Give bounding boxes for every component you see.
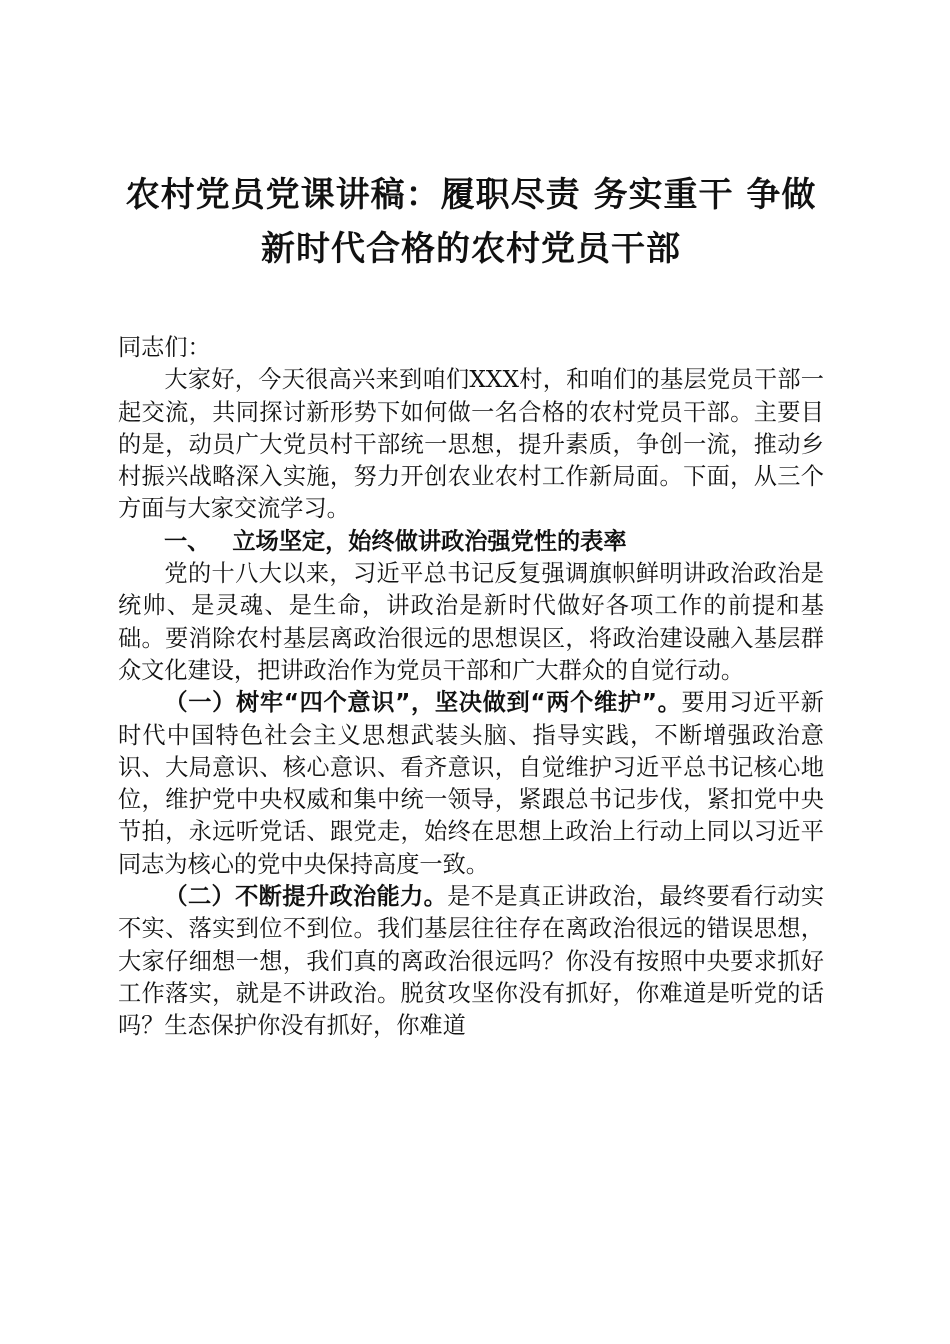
section-heading-1 <box>118 526 824 558</box>
subsection-2-paragraph <box>118 881 824 1042</box>
document-page <box>118 168 824 1043</box>
salutation: 同志们： <box>118 334 211 361</box>
subsection-1-text: 要用习近平新时代中国特色社会主义思想武装头脑、指导实践，不断增强政治意识、大局意识、核心意识、看齐意识，自觉维护习近平总书记核心地位，维护党中央权威和集中统一领导，紧跟总书记步伐，紧扣党中央节拍，永远听党话、跟党走，始终在思想上政治上行动上同以习近平同志为核心的党中央保持高度一致。 <box>118 689 824 878</box>
title-line-2: 新时代合格的农村党员干部 <box>261 229 681 269</box>
section-title: 立场坚定，始终做讲政治强党性的表率 <box>232 527 627 555</box>
section-number: 一、 <box>164 527 211 555</box>
title-line-1: 农村党员党课讲稿：履职尽责 务实重干 争做 <box>125 175 817 215</box>
section1-paragraph: 党的十八大以来，习近平总书记反复强调旗帜鲜明讲政治政治是统帅、是灵魂、是生命，讲政治是新时代做好各项工作的前提和基础。要消除农村基层离政治很远的思想误区，将政治建设融入基层群众文化建设，把讲政治作为党员干部和广大群众的自觉行动。 <box>118 560 824 684</box>
document-title <box>118 168 824 276</box>
subsection-2-lead: （二）不断提升政治能力。 <box>164 883 448 911</box>
subsection-1-paragraph <box>118 687 824 881</box>
subsection-2-text: 是不是真正讲政治，最终要看行动实不实、落实到位不到位。我们基层往往存在离政治很远的错误思想，大家仔细想一想，我们真的离政治很远吗？你没有按照中央要求抓好工作落实，就是不讲政治。脱贫攻坚你没有抓好，你难道是听党的话吗？生态保护你没有抓好，你难道 <box>118 883 825 1040</box>
subsection-1-lead: （一）树牢“四个意识”，坚决做到“两个维护”。 <box>164 689 682 717</box>
intro-paragraph: 大家好，今天很高兴来到咱们XXX村，和咱们的基层党员干部一起交流，共同探讨新形势下如何做一名合格的农村党员干部。主要目的是，动员广大党员村干部统一思想，提升素质，争创一流，推动乡村振兴战略深入实施，努力开创农业农村工作新局面。下面，从三个方面与大家交流学习。 <box>118 366 824 523</box>
document-body <box>118 332 824 1043</box>
